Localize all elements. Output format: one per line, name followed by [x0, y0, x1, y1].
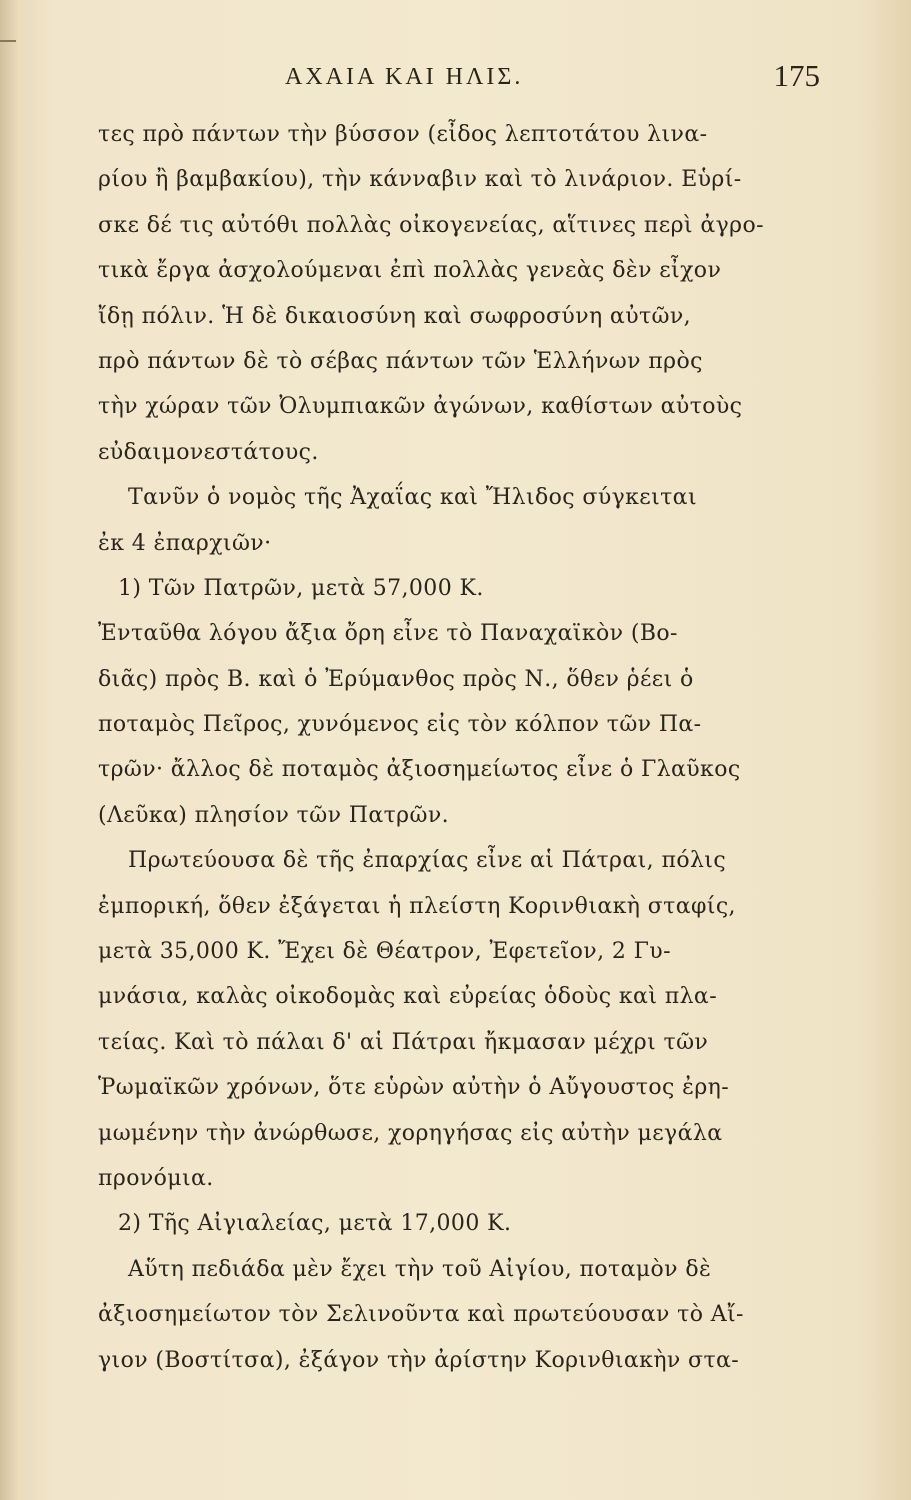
text-line: Αὕτη πεδιάδα μὲν ἔχει τὴν τοῦ Αἰγίου, ποταμὸν δὲ	[128, 1256, 712, 1282]
text-line: Ῥωμαϊκῶν χρόνων, ὅτε εὑρὼν αὐτὴν ὁ Αὔγουστος ἐρη-	[98, 1075, 730, 1101]
text-line: Πρωτεύουσα δὲ τῆς ἐπαρχίας εἶνε αἱ Πάτραι, πόλις	[128, 848, 727, 874]
text-line: διᾶς) πρὸς Β. καὶ ὁ Ἐρύμανθος πρὸς Ν., ὅθεν ῥέει ὁ	[98, 666, 694, 692]
text-line: τρῶν· ἄλλος δὲ ποταμὸς ἀξιοσημείωτος εἶνε ὁ Γλαῦκος	[98, 757, 741, 783]
text-line: Τανῦν ὁ νομὸς τῆς Ἀχαΐας καὶ Ἤλιδος σύγκειται	[128, 485, 697, 511]
text-line: μωμένην τὴν ἀνώρθωσε, χορηγήσας εἰς αὐτὴν μεγάλα	[98, 1120, 723, 1146]
text-line: Ἐνταῦθα λόγου ἄξια ὄρη εἶνε τὸ Παναχαϊκὸν (Βο-	[98, 621, 678, 647]
text-line: εὐδαιμονεστάτους.	[98, 439, 319, 465]
text-line: μετὰ 35,000 Κ. Ἔχει δὲ Θέατρον, Ἐφετεῖον, 2 Γυ-	[98, 939, 671, 965]
text-line: (Λεῦκα) πλησίον τῶν Πατρῶν.	[98, 802, 449, 828]
text-line: γιον (Βοστίτσα), ἐξάγον τὴν ἀρίστην Κορινθιακὴν στα-	[98, 1347, 740, 1373]
text-line: ἀξιοσημείωτον τὸν Σελινοῦντα καὶ πρωτεύουσαν τὸ Αἴ-	[98, 1302, 744, 1328]
text-line: προνόμια.	[98, 1165, 214, 1191]
running-title: ΑΧΑΙΑ ΚΑΙ ΗΛΙΣ.	[285, 64, 524, 90]
text-line: ρίου ἢ βαμβακίου), τὴν κάνναβιν καὶ τὸ λινάριον. Εὑρί-	[98, 167, 742, 193]
text-line: σκε δέ τις αὐτόθι πολλὰς οἰκογενείας, αἵτινες περὶ ἀγρο-	[98, 212, 764, 238]
text-line: τικὰ ἔργα ἀσχολούμεναι ἐπὶ πολλὰς γενεὰς δὲν εἶχον	[98, 258, 722, 284]
text-line: τείας. Καὶ τὸ πάλαι δ' αἱ Πάτραι ἤκμασαν μέχρι τῶν	[98, 1029, 709, 1055]
text-line: ποταμὸς Πεῖρος, χυνόμενος εἰς τὸν κόλπον τῶν Πα-	[98, 712, 702, 738]
section-heading: 2) Τῆς Αἰγιαλείας, μετὰ 17,000 Κ.	[118, 1211, 512, 1237]
page-number: 175	[773, 58, 820, 93]
text-line: ἐκ 4 ἐπαρχιῶν·	[98, 530, 272, 556]
margin-mark	[0, 40, 16, 42]
text-line: τὴν χώραν τῶν Ὀλυμπιακῶν ἀγώνων, καθίστων αὐτοὺς	[98, 394, 743, 420]
text-line: πρὸ πάντων δὲ τὸ σέβας πάντων τῶν Ἑλλήνων πρὸς	[98, 348, 703, 374]
binding-shadow	[0, 0, 18, 1500]
section-heading: 1) Τῶν Πατρῶν, μετὰ 57,000 Κ.	[118, 575, 484, 601]
page-header	[100, 58, 820, 98]
text-line: ἴδῃ πόλιν. Ἡ δὲ δικαιοσύνη καὶ σωφροσύνη αὐτῶν,	[98, 303, 692, 329]
text-line: ἐμπορική, ὅθεν ἐξάγεται ἡ πλείστη Κορινθιακὴ σταφίς,	[98, 893, 736, 919]
text-line: τες πρὸ πάντων τὴν βύσσον (εἶδος λεπτοτάτου λινα-	[98, 122, 708, 147]
text-line: μνάσια, καλὰς οἰκοδομὰς καὶ εὐρείας ὁδοὺς καὶ πλα-	[98, 984, 718, 1010]
body-text	[98, 112, 820, 1383]
